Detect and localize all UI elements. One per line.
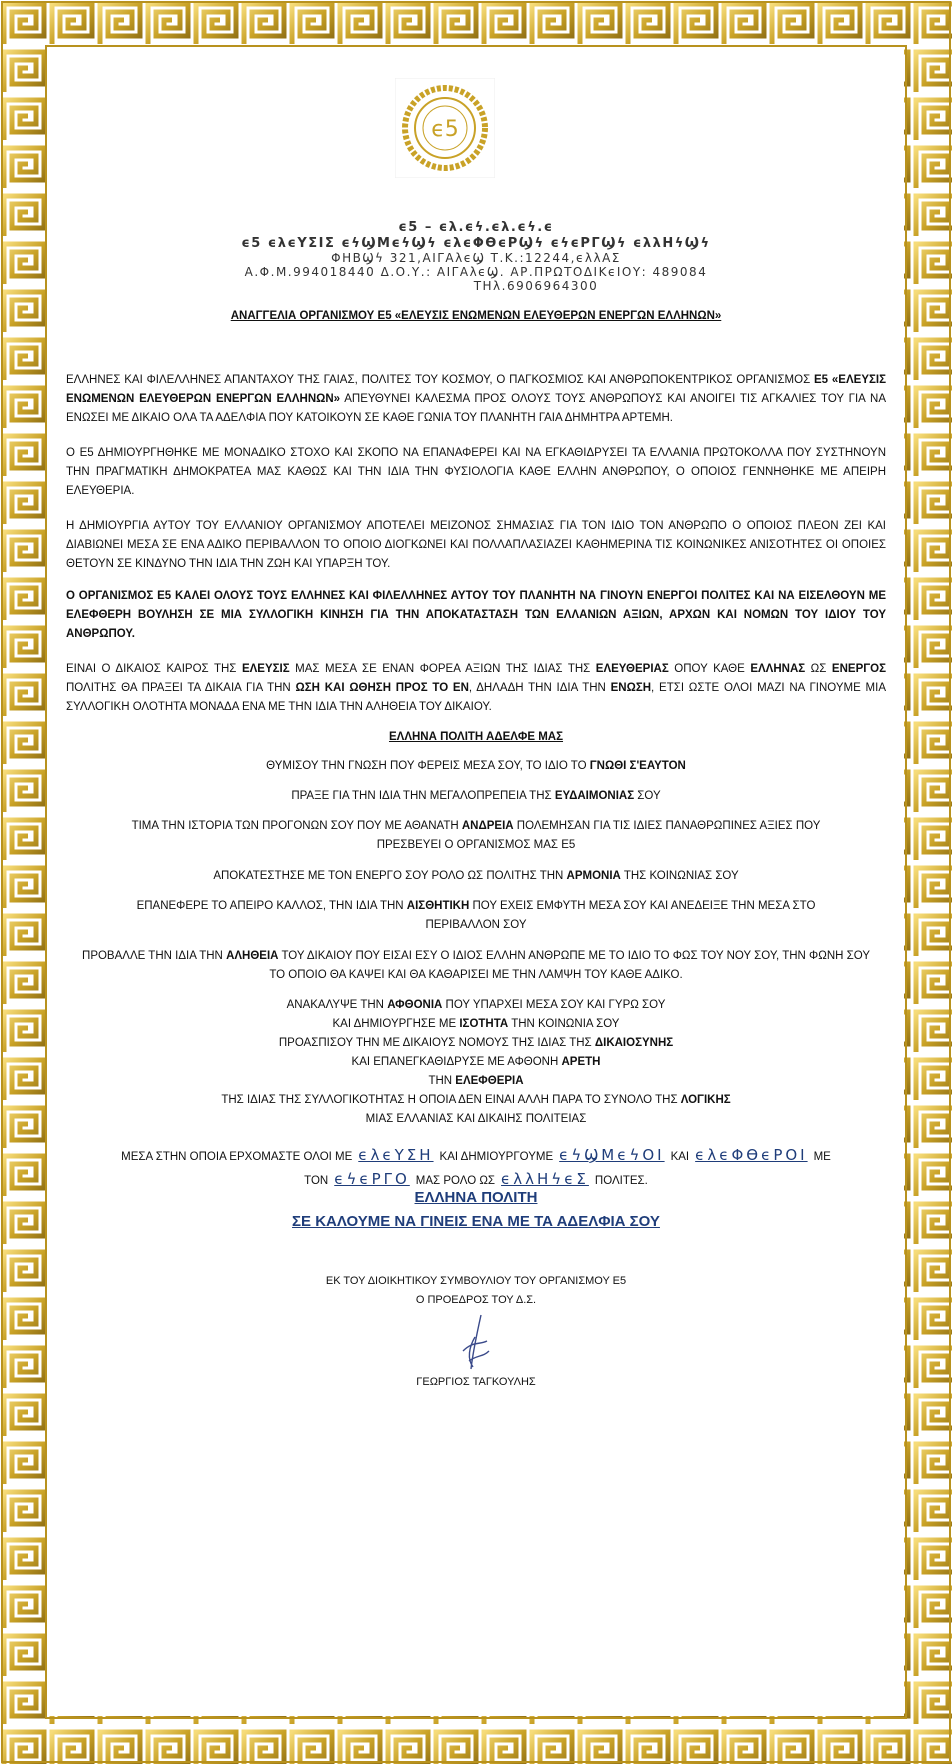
org-full-name: ϵ5 ϵλϵΥΣΙΣ ϵϟϢΜϵϟϢϟ ϵλϵΦϴϵΡϢϟ ϵϟϵΡΓϢϟ ϵλλΗϟϢϟ bbox=[241, 236, 711, 251]
logo-mark: ϵ5 bbox=[431, 117, 459, 142]
org-tax-info: Α.Φ.Μ.994018440 Δ.Ο.Υ.: ΑΙΓΑλϵϢ. ΑΡ.ΠΡΩΤΟΔΙΚϵΙΟΥ: 489084 bbox=[244, 265, 708, 279]
org-short-name: ϵ5 – ϵλ.ϵϟ.ϵλ.ϵϟ.ϵ bbox=[398, 220, 554, 235]
stanza-line-6: ΤΗΣ ΙΔΙΑΣ ΤΗΣ ΣΥΛΛΟΓΙΚΟΤΗΤΑΣ Η ΟΠΟΙΑ ΔΕΝ ΕΙΝΑΙ ΑΛΛΗ ΠΑΡΑ ΤΟ ΣΥΝΟΛΟ ΤΗΣ ΛΟΓΙΚΗΣ bbox=[221, 1094, 731, 1106]
e5-logo bbox=[395, 78, 495, 178]
exhortation-line-3: ΤΙΜΑ ΤΗΝ ΙΣΤΟΡΙΑ ΤΩΝ ΠΡΟΓΟΝΩΝ ΣΟΥ ΠΟΥ ΜΕ ΑΘΑΝΑΤΗ ΑΝΔΡΕΙΑ ΠΟΛΕΜΗΣΑΝ ΓΙΑ ΤΙΣ ΙΔΙΕΣ ΠΑΝΑΘΡΩΠΙΝΕΣ ΑΞΙΕΣ ΠΟΥ ΠΡΕΣΒΕΥΕΙ Ο ΟΡΓΑΝΙΣΜΟΣ ΜΑΣ Ε5 bbox=[131, 820, 821, 851]
stanza-line-2: ΚΑΙ ΔΗΜΙΟΥΡΓΗΣΕ ΜΕ ΙΣΟΤΗΤΑ ΤΗΝ ΚΟΙΝΩΝΙΑ ΣΟΥ bbox=[332, 1018, 620, 1030]
call-subheading: ΣΕ ΚΑΛΟΥΜΕ ΝΑ ΓΙΝΕΙΣ ΕΝΑ ΜΕ ΤΑ ΑΔΕΛΦΙΑ ΣΟΥ bbox=[292, 1213, 660, 1230]
paragraph-1: ΕΛΛΗΝΕΣ ΚΑΙ ΦΙΛΕΛΛΗΝΕΣ ΑΠΑΝΤΑΧΟΥ ΤΗΣ ΓΑΙΑΣ, ΠΟΛΙΤΕΣ ΤΟΥ ΚΟΣΜΟΥ, Ο ΠΑΓΚΟΣΜΙΟΣ ΚΑΙ ΑΝΘΡΩΠΟΚΕΝΤΡΙΚΟΣ ΟΡΓΑΝΙΣΜΟΣ Ε5 «ΕΛΕΥΣΙΣ ΕΝΩΜΕΝΩΝ ΕΛΕΥΘΕΡΩΝ ΕΝΕΡΓΩΝ ΕΛΛΗΝΩΝ» ΑΠΕΥΘΥΝΕΙ ΚΑΛΕΣΜΑ ΠΡΟΣ ΟΛΟΥΣ ΤΟΥΣ ΑΝΘΡΩΠΟΥΣ ΚΑΙ ΑΝΟΙΓΕΙ ΤΙΣ ΑΓΚΑΛΙΕΣ ΤΟΥ ΓΙΑ ΝΑ ΕΝΩΣΕΙ ΜΕ ΔΙΚΑΙΟ ΟΛΑ ΤΑ ΑΔΕΛΦΙΑ ΠΟΥ ΚΑΤΟΙΚΟΥΝ ΣΕ ΚΑΘΕ ΓΩΝΙΑ ΤΟΥ ΠΛΑΝΗΤΗ ΓΑΙΑ ΔΗΜΗΤΡΑ ΑΡΤΕΜΗ. bbox=[66, 374, 886, 424]
paragraph-2: Ο Ε5 ΔΗΜΙΟΥΡΓΗΘΗΚΕ ΜΕ ΜΟΝΑΔΙΚΟ ΣΤΟΧΟ ΚΑΙ ΣΚΟΠΟ ΝΑ ΕΠΑΝΑΦΕΡΕΙ ΚΑΙ ΝΑ ΕΓΚΑΘΙΔΡΥΣΕΙ ΤΑ ΕΛΛΑΝΙΑ ΠΡΩΤΟΚΟΛΛΑ ΠΟΥ ΣΥΣΤΗΝΟΥΝ ΤΗΝ ΠΡΑΓΜΑΤΙΚΗ ΔΗΜΟΚΡΑΤΕΑ ΜΑΣ ΚΑΘΩΣ ΚΑΙ ΤΗΝ ΙΔΙΑ ΤΗΝ ΦΥΣΙΟΛΟΓΙΑ ΚΑΘΕ ΕΛΛΗΝ ΑΝΘΡΩΠΟΥ, Ο ΟΠΟΙΟΣ ΓΕΝΝΗΘΗΚΕ ΜΕ ΑΠΕΙΡΗ ΕΛΕΥΘΕΡΙΑ. bbox=[66, 447, 886, 497]
exhortation-line-5: ΕΠΑΝΕΦΕΡΕ ΤΟ ΑΠΕΙΡΟ ΚΑΛΛΟΣ, ΤΗΝ ΙΔΙΑ ΤΗΝ ΑΙΣΘΗΤΙΚΗ ΠΟΥ ΕΧΕΙΣ ΕΜΦΥΤΗ ΜΕΣΑ ΣΟΥ ΚΑΙ ΑΝΕΔΕΙΞΕ ΤΗΝ ΜΕΣΑ ΣΤΟ ΠΕΡΙΒΑΛΛΟΝ ΣΟΥ bbox=[136, 900, 816, 931]
org-phone: ΤΗλ.6906964300 bbox=[473, 279, 599, 293]
exhortation-line-4: ΑΠΟΚΑΤΕΣΤΗΣΕ ΜΕ ΤΟΝ ΕΝΕΡΓΟ ΣΟΥ ΡΟΛΟ ΩΣ ΠΟΛΙΤΗΣ ΤΗΝ ΑΡΜΟΝΙΑ ΤΗΣ ΚΟΙΝΩΝΙΑΣ ΣΟΥ bbox=[213, 870, 739, 882]
paragraph-4: Ο ΟΡΓΑΝΙΣΜΟΣ Ε5 ΚΑΛΕΙ ΟΛΟΥΣ ΤΟΥΣ ΕΛΛΗΝΕΣ ΚΑΙ ΦΙΛΕΛΛΗΝΕΣ ΑΥΤΟΥ ΤΟΥ ΠΛΑΝΗΤΗ ΝΑ ΓΙΝΟΥΝ ΕΝΕΡΓΟΙ ΠΟΛΙΤΕΣ ΚΑΙ ΝΑ ΕΙΣΕΛΘΟΥΝ ΜΕ ΕΛΕΦΘΕΡΗ ΒΟΥΛΗΣΗ ΣΕ ΜΙΑ ΣΥΛΛΟΓΙΚΗ ΚΙΝΗΣΗ ΓΙΑ ΤΗΝ ΑΠΟΚΑΤΑΣΤΑΣΗ ΤΩΝ ΕΛΛΑΝΙΩΝ ΑΞΙΩΝ, ΑΡΧΩΝ ΚΑΙ ΝΟΜΩΝ ΤΟΥ ΙΔΙΟΥ ΤΟΥ ΑΝΘΡΩΠΟΥ. bbox=[66, 590, 886, 640]
stanza-line-4: ΚΑΙ ΕΠΑΝΕΓΚΑΘΙΔΡΥΣΕ ΜΕ ΑΦΘΟΝΗ ΑΡΕΤΗ bbox=[351, 1056, 601, 1068]
closing-sentence: ΜΕΣΑ ΣΤΗΝ ΟΠΟΙΑ ΕΡΧΟΜΑΣΤΕ ΟΛΟΙ ΜΕ ϵλϵΥΣΗ ΚΑΙ ΔΗΜΙΟΥΡΓΟΥΜΕ ϵϟϢΜϵϟΟΙ ΚΑΙ ϵλϵΦϴϵΡΟΙ ΜΕ ΤΟΝ ϵϟϵΡΓΟ ΜΑΣ ΡΟΛΟ ΩΣ ϵλλΗϟϵΣ ΠΟΛΙΤΕΣ. bbox=[121, 1146, 831, 1188]
stanza-line-5: ΤΗΝ ΕΛΕΦΘΕΡΙΑ bbox=[428, 1075, 524, 1087]
signature-board: ΕΚ ΤΟΥ ΔΙΟΙΚΗΤΙΚΟΥ ΣΥΜΒΟΥΛΙΟΥ ΤΟΥ ΟΡΓΑΝΙΣΜΟΥ Ε5 bbox=[325, 1275, 627, 1287]
signature-role: Ο ΠΡΟΕΔΡΟΣ ΤΟΥ Δ.Σ. bbox=[415, 1294, 537, 1306]
exhortation-line-1: ΘΥΜΙΣΟΥ ΤΗΝ ΓΝΩΣΗ ΠΟΥ ΦΕΡΕΙΣ ΜΕΣΑ ΣΟΥ, ΤΟ ΙΔΙΟ ΤΟ ΓΝΩΘΙ Σ'ΕΑΥΤΟΝ bbox=[266, 760, 686, 772]
stanza-line-3: ΠΡΟΑΣΠΙΣΟΥ ΤΗΝ ΜΕ ΔΙΚΑΙΟΥΣ ΝΟΜΟΥΣ ΤΗΣ ΙΔΙΑΣ ΤΗΣ ΔΙΚΑΙΟΣΥΝΗΣ bbox=[278, 1037, 674, 1049]
exhortation-line-6: ΠΡΟΒΑΛΛΕ ΤΗΝ ΙΔΙΑ ΤΗΝ ΑΛΗΘΕΙΑ ΤΟΥ ΔΙΚΑΙΟΥ ΠΟΥ ΕΙΣΑΙ ΕΣΥ Ο ΙΔΙΟΣ ΕΛΛΗΝ ΑΝΘΡΩΠΕ ΜΕ ΤΟ ΙΔΙΟ ΤΟ ΦΩΣ ΤΟΥ ΝΟΥ ΣΟΥ, ΤΗΝ ΦΩΝΗ ΣΟΥ ΤΟ ΟΠΟΙΟ ΘΑ ΚΑΨΕΙ ΚΑΙ ΘΑ ΚΑΘΑΡΙΣΕΙ ΜΕ ΤΗΝ ΛΑΜΨΗ ΤΟΥ ΚΑΘΕ ΑΔΙΚΟ. bbox=[82, 950, 870, 981]
signatory-name: ΓΕΩΡΓΙΟΣ ΤΑΓΚΟΥΛΗΣ bbox=[416, 1376, 536, 1388]
symbol-word-eleftheroi: ϵλϵΦϴϵΡΟΙ bbox=[695, 1146, 808, 1164]
call-heading: ΕΛΛΗΝΑ ΠΟΛΙΤΗ bbox=[414, 1189, 538, 1206]
exhortation-line-2: ΠΡΑΞΕ ΓΙΑ ΤΗΝ ΙΔΙΑ ΤΗΝ ΜΕΓΑΛΟΠΡΕΠΕΙΑ ΤΗΣ ΕΥΔΑΙΜΟΝΙΑΣ ΣΟΥ bbox=[291, 790, 661, 802]
symbol-word-enomenoi: ϵϟϢΜϵϟΟΙ bbox=[559, 1146, 665, 1164]
symbol-word-ellines: ϵλλΗϟϵΣ bbox=[501, 1170, 589, 1188]
paragraph-5: ΕΙΝΑΙ Ο ΔΙΚΑΙΟΣ ΚΑΙΡΟΣ ΤΗΣ ΕΛΕΥΣΙΣ ΜΑΣ ΜΕΣΑ ΣΕ ΕΝΑΝ ΦΟΡΕΑ ΑΞΙΩΝ ΤΗΣ ΙΔΙΑΣ ΤΗΣ ΕΛΕΥΘΕΡΙΑΣ ΟΠΟΥ ΚΑΘΕ ΕΛΛΗΝΑΣ ΩΣ ΕΝΕΡΓΟΣ ΠΟΛΙΤΗΣ ΘΑ ΠΡΑΞΕΙ ΤΑ ΔΙΚΑΙΑ ΓΙΑ ΤΗΝ ΩΣΗ ΚΑΙ ΩΘΗΣΗ ΠΡΟΣ ΤΟ ΕΝ, ΔΗΛΑΔΗ ΤΗΝ ΙΔΙΑ ΤΗΝ ΕΝΩΣΗ, ΕΤΣΙ ΩΣΤΕ ΟΛΟΙ ΜΑΖΙ ΝΑ ΓΙΝΟΥΜΕ ΜΙΑ ΣΥΛΛΟΓΙΚΗ ΟΛΟΤΗΤΑ ΜΟΝΑΔΑ ΕΝΑ ΜΕ ΤΗΝ ΙΔΙΑ ΤΗΝ ΑΛΗΘΕΙΑ ΤΟΥ ΔΙΚΑΙΟΥ. bbox=[66, 663, 886, 713]
document-page bbox=[48, 48, 904, 1716]
org-address: ΦΗΒϢϟ 321,ΑΙΓΑλϵϢ Τ.Κ.:12244,ϵλλΑΣ bbox=[331, 251, 621, 265]
document-title: ΑΝΑΓΓΕΛΙΑ ΟΡΓΑΝΙΣΜΟΥ Ε5 «ΕΛΕΥΣΙΣ ΕΝΩΜΕΝΩΝ ΕΛΕΥΘΕΡΩΝ ΕΝΕΡΓΩΝ ΕΛΛΗΝΩΝ» bbox=[230, 310, 722, 322]
symbol-word-eleusi: ϵλϵΥΣΗ bbox=[358, 1146, 434, 1164]
stanza-line-7: ΜΙΑΣ ΕΛΛΑΝΙΑΣ ΚΑΙ ΔΙΚΑΙΗΣ ΠΟΛΙΤΕΙΑΣ bbox=[365, 1113, 587, 1125]
handwritten-signature bbox=[443, 1311, 503, 1371]
section-subtitle: ΕΛΛΗΝΑ ΠΟΛΙΤΗ ΑΔΕΛΦΕ ΜΑΣ bbox=[388, 731, 564, 743]
stanza-line-1: ΑΝΑΚΑΛΥΨΕ ΤΗΝ ΑΦΘΟΝΙΑ ΠΟΥ ΥΠΑΡΧΕΙ ΜΕΣΑ ΣΟΥ ΚΑΙ ΓΥΡΩ ΣΟΥ bbox=[286, 999, 666, 1011]
symbol-word-energo: ϵϟϵΡΓΟ bbox=[334, 1170, 410, 1188]
paragraph-3: Η ΔΗΜΙΟΥΡΓΙΑ ΑΥΤΟΥ ΤΟΥ ΕΛΛΑΝΙΟΥ ΟΡΓΑΝΙΣΜΟΥ ΑΠΟΤΕΛΕΙ ΜΕΙΖΟΝΟΣ ΣΗΜΑΣΙΑΣ ΓΙΑ ΤΟΝ ΙΔΙΟ ΤΟΝ ΑΝΘΡΩΠΟ Ο ΟΠΟΙΟΣ ΠΛΕΟΝ ΖΕΙ ΚΑΙ ΔΙΑΒΙΩΝΕΙ ΜΕΣΑ ΣΕ ΕΝΑ ΑΔΙΚΟ ΠΕΡΙΒΑΛΛΟΝ ΤΟ ΟΠΟΙΟ ΔΙΟΓΚΩΝΕΙ ΚΑΙ ΠΟΛΛΑΠΛΑΣΙΑΖΕΙ ΚΑΘΗΜΕΡΙΝΑ ΤΙΣ ΚΟΙΝΩΝΙΚΕΣ ΑΝΙΣΟΤΗΤΕΣ ΟΙ ΟΠΟΙΕΣ ΘΕΤΟΥΝ ΣΕ ΚΙΝΔΥΝΟ ΤΗΝ ΙΔΙΑ ΤΗΝ ΖΩΗ ΚΑΙ ΥΠΑΡΞΗ ΤΟΥ. bbox=[66, 520, 886, 570]
